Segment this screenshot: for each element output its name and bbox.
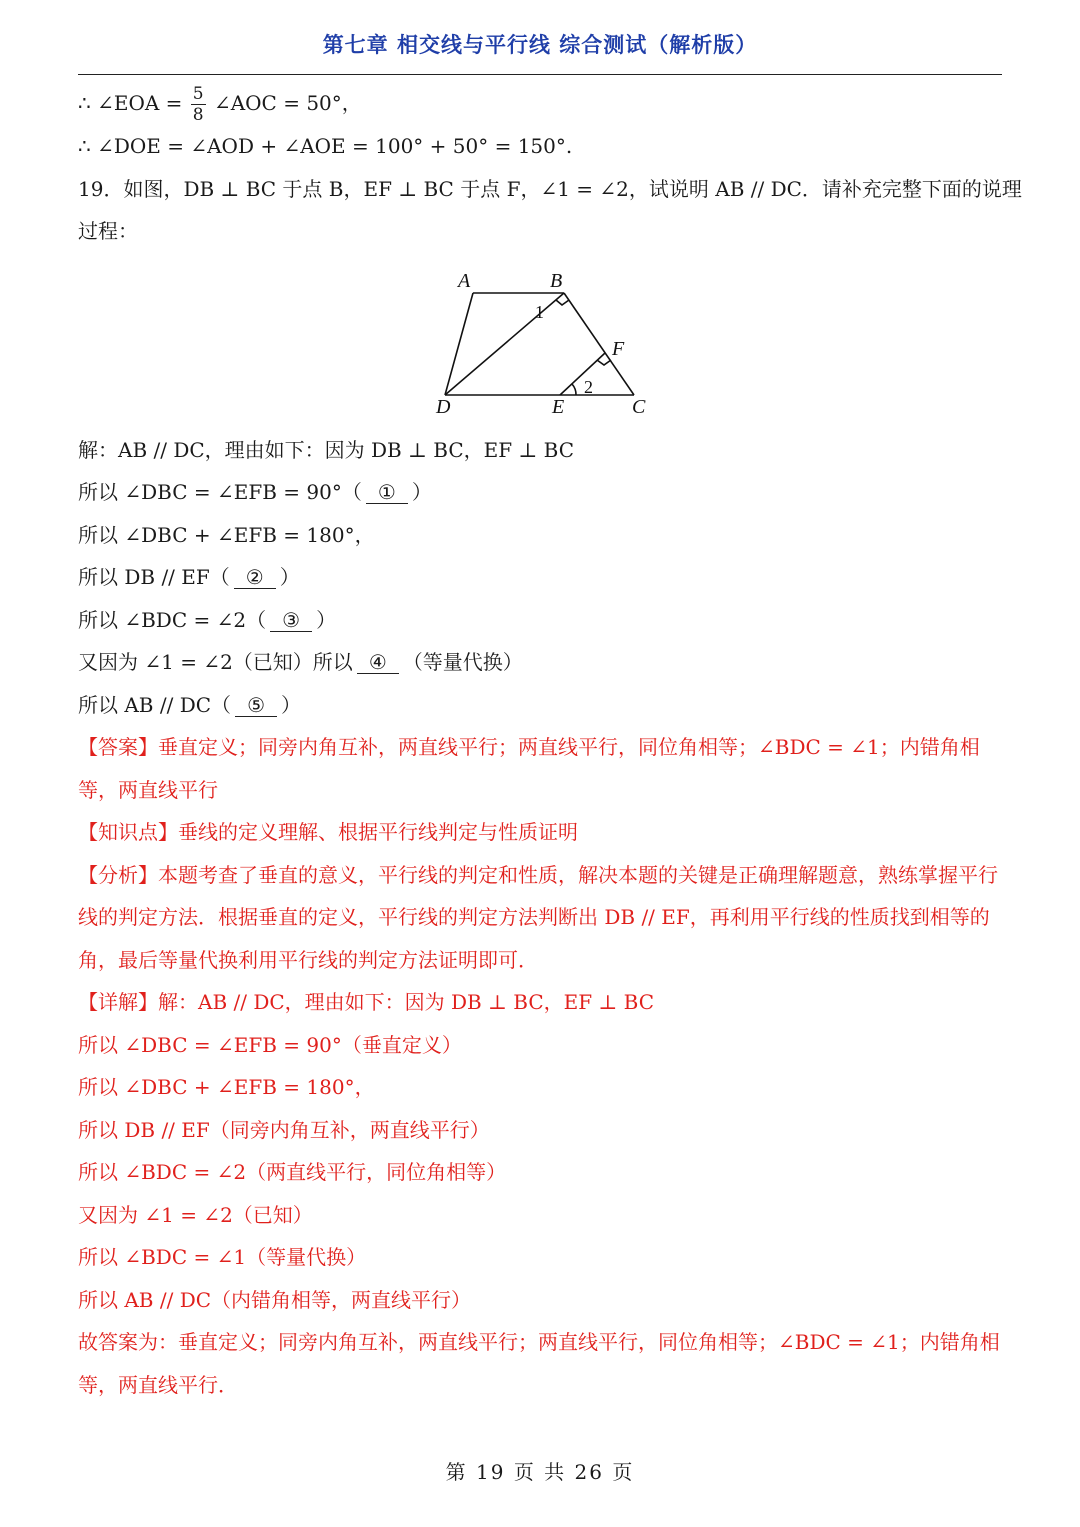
solution-line-5-text: 所以 ∠BDC = ∠2（ bbox=[78, 607, 267, 632]
blank-2: ② bbox=[234, 566, 276, 589]
final-answer: 故答案为：垂直定义；同旁内角互补，两直线平行；两直线平行，同位角相等；∠BDC = ∠1；内错角相等，两直线平行． bbox=[78, 1330, 1000, 1397]
angle-2-arc bbox=[572, 384, 576, 395]
solution-line-2 bbox=[78, 471, 1002, 514]
analysis-block: 【分析】本题考查了垂直的意义，平行线的判定和性质，解决本题的关键是正确理解题意，熟练掌握平行线的判定方法．根据垂直的定义，平行线的判定方法判断出 DB // EF，再利用平行线的性质找到相等的角，最后等量代换利用平行线的判定方法证明即可． bbox=[78, 862, 998, 972]
solution-line-7-close: ） bbox=[281, 692, 302, 717]
label-angle-2: 2 bbox=[584, 376, 593, 397]
solution-line-6-text: 又因为 ∠1 = ∠2（已知）所以 bbox=[78, 650, 353, 674]
solution-line-5-close: ） bbox=[316, 607, 337, 632]
solution-line-2-text: 所以 ∠DBC = ∠EFB = 90°（ bbox=[78, 480, 362, 504]
segment-DB bbox=[445, 293, 564, 395]
detail-line-4: 所以 DB // EF（同旁内角互补，两直线平行） bbox=[78, 1117, 490, 1142]
fraction-denominator: 8 bbox=[192, 105, 204, 125]
trapezoid-diagram bbox=[434, 253, 664, 423]
detail-line-6: 又因为 ∠1 = ∠2（已知） bbox=[78, 1202, 313, 1227]
geometry-figure bbox=[78, 253, 1002, 429]
prev-line-1 bbox=[78, 82, 1002, 125]
page-title: 第七章 相交线与平行线 综合测试（解析版） bbox=[322, 32, 758, 57]
solution-line-1: 解：AB // DC，理由如下：因为 DB ⊥ BC，EF ⊥ BC bbox=[78, 437, 575, 462]
detail-line-1: 【详解】解：AB // DC，理由如下：因为 DB ⊥ BC，EF ⊥ BC bbox=[78, 990, 655, 1014]
prev-line-2: ∴ ∠DOE = ∠AOD + ∠AOE = 100° + 50° = 150°. bbox=[78, 134, 573, 158]
knowledge-point: 【知识点】垂线的定义理解、根据平行线判定与性质证明 bbox=[78, 820, 578, 844]
answer-block: 【答案】垂直定义；同旁内角互补，两直线平行；两直线平行，同位角相等；∠BDC = ∠1；内错角相等，两直线平行 bbox=[78, 735, 980, 802]
blank-3: ③ bbox=[270, 609, 312, 632]
detail-line-2: 所以 ∠DBC = ∠EFB = 90°（垂直定义） bbox=[78, 1032, 462, 1057]
prev-eq-prefix: ∴ ∠EOA = bbox=[78, 91, 183, 115]
solution-line-7 bbox=[78, 684, 1002, 727]
solution-line-3: 所以 ∠DBC + ∠EFB = 180°， bbox=[78, 522, 375, 547]
solution-line-4-text: 所以 DB // EF（ bbox=[78, 565, 230, 589]
solution-line-2-close: ） bbox=[411, 480, 432, 504]
blank-4: ④ bbox=[357, 651, 399, 674]
segment-AD bbox=[445, 293, 473, 395]
label-B: B bbox=[550, 269, 563, 292]
solution-line-4 bbox=[78, 556, 1002, 599]
solution-line-5 bbox=[78, 599, 1002, 642]
question-line-1: 19．如图，DB ⊥ BC 于点 B，EF ⊥ BC 于点 F，∠1 = ∠2，试说明 AB // DC．请补充完整下面的说理 bbox=[78, 176, 1022, 201]
page-header bbox=[78, 28, 1002, 75]
detail-line-8: 所以 AB // DC（内错角相等，两直线平行） bbox=[78, 1287, 472, 1312]
solution-line-4-close: ） bbox=[279, 565, 300, 589]
label-C: C bbox=[632, 395, 646, 418]
label-A: A bbox=[458, 269, 471, 292]
blank-5: ⑤ bbox=[235, 694, 277, 717]
blank-1: ① bbox=[366, 481, 408, 504]
page-content bbox=[78, 82, 1022, 1406]
label-angle-1: 1 bbox=[535, 301, 544, 322]
prev-eq-suffix: ∠AOC = 50°， bbox=[213, 91, 362, 115]
label-E: E bbox=[552, 395, 565, 418]
detail-line-3: 所以 ∠DBC + ∠EFB = 180°， bbox=[78, 1075, 375, 1099]
page-footer: 第 19 页 共 26 页 bbox=[445, 1460, 635, 1484]
label-F: F bbox=[612, 337, 625, 360]
solution-line-6 bbox=[78, 641, 1002, 684]
question-line-2: 过程： bbox=[78, 219, 138, 243]
solution-line-7-text: 所以 AB // DC（ bbox=[78, 692, 232, 717]
label-D: D bbox=[436, 395, 451, 418]
detail-line-5: 所以 ∠BDC = ∠2（两直线平行，同位角相等） bbox=[78, 1160, 507, 1184]
solution-line-6-close: （等量代换） bbox=[402, 650, 523, 674]
fraction-5-8 bbox=[191, 84, 206, 125]
fraction-numerator: 5 bbox=[192, 84, 204, 104]
right-angle-mark-B bbox=[556, 300, 569, 305]
segment-EF bbox=[560, 353, 605, 395]
detail-line-7: 所以 ∠BDC = ∠1（等量代换） bbox=[78, 1245, 367, 1269]
right-angle-mark-F bbox=[597, 360, 611, 365]
